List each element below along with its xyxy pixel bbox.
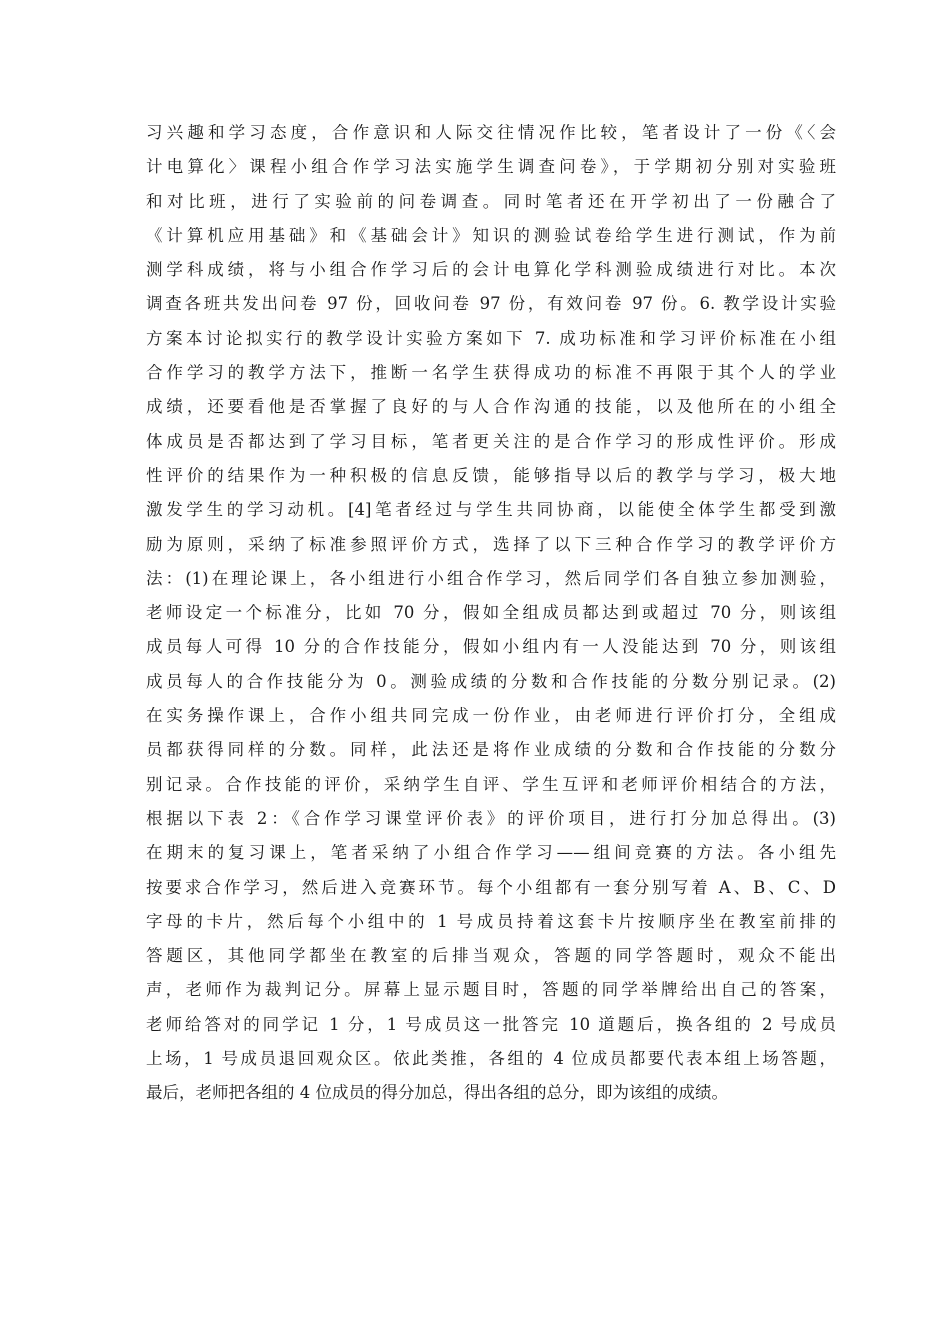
text-line: 成员每人可得 10 分的合作技能分，假如小组内有一人没能达到 70 分，则该组 bbox=[146, 637, 836, 657]
text-line: 成员每人的合作技能分为 0。测验成绩的分数和合作技能的分数分别记录。(2) bbox=[146, 671, 836, 691]
text-line: 老师设定一个标准分，比如 70 分，假如全组成员都达到或超过 70 分，则该组 bbox=[146, 603, 836, 623]
text-line: 计电算化〉课程小组合作学习法实施学生调查问卷》，于学期初分别对实验班 bbox=[146, 157, 836, 177]
text-line: 方案本讨论拟实行的教学设计实验方案如下 7. 成功标准和学习评价标准在小组 bbox=[146, 328, 836, 348]
text-line: 老师给答对的同学记 1 分，1 号成员这一批答完 10 道题后，换各组的 2 号成员 bbox=[146, 1014, 836, 1034]
text-line: 励为原则，采纳了标准参照评价方式，选择了以下三种合作学习的教学评价方 bbox=[146, 534, 836, 554]
text-line: 合作学习的教学方法下，推断一名学生获得成功的标准不再限于其个人的学业 bbox=[146, 363, 836, 383]
text-line: 性评价的结果作为一种积极的信息反馈，能够指导以后的教学与学习，极大地 bbox=[146, 465, 836, 485]
text-line: 习兴趣和学习态度，合作意识和人际交往情况作比较，笔者设计了一份《〈会 bbox=[146, 123, 836, 142]
text-line: 员都获得同样的分数。同样，此法还是将作业成绩的分数和合作技能的分数分 bbox=[146, 740, 836, 760]
text-line: 调查各班共发出问卷 97 份，回收问卷 97 份，有效问卷 97 份。6. 教学设计实验 bbox=[146, 294, 836, 314]
text-line: 声，老师作为裁判记分。屏幕上显示题目时，答题的同学举牌给出自己的答案， bbox=[146, 980, 836, 1000]
text-line: 字母的卡片，然后每个小组中的 1 号成员持着这套卡片按顺序坐在教室前排的 bbox=[146, 911, 836, 931]
text-line: 在期末的复习课上，笔者采纳了小组合作学习——组间竞赛的方法。各小组先 bbox=[146, 843, 836, 863]
text-line: 最后，老师把各组的 4 位成员的得分加总，得出各组的总分，即为该组的成绩。 bbox=[146, 1083, 728, 1103]
text-line: 法：(1)在理论课上，各小组进行小组合作学习，然后同学们各自独立参加测验， bbox=[146, 568, 836, 588]
body-paragraph bbox=[146, 116, 836, 1111]
text-line: 在实务操作课上，合作小组共同完成一份作业，由老师进行评价打分，全组成 bbox=[146, 706, 836, 726]
text-line: 别记录。合作技能的评价，采纳学生自评、学生互评和老师评价相结合的方法， bbox=[146, 774, 836, 794]
text-line: 测学科成绩，将与小组合作学习后的会计电算化学科测验成绩进行对比。本次 bbox=[146, 260, 836, 280]
text-line: 成绩，还要看他是否掌握了良好的与人合作沟通的技能，以及他所在的小组全 bbox=[146, 397, 836, 417]
text-line: 根据以下表 2：《合作学习课堂评价表》的评价项目，进行打分加总得出。(3) bbox=[146, 808, 836, 828]
text-line: 《计算机应用基础》和《基础会计》知识的测验试卷给学生进行测试，作为前 bbox=[146, 225, 836, 245]
text-line: 和对比班，进行了实验前的问卷调查。同时笔者还在开学初出了一份融合了 bbox=[146, 191, 836, 211]
text-line: 答题区，其他同学都坐在教室的后排当观众，答题的同学答题时，观众不能出 bbox=[146, 946, 836, 966]
text-line: 上场，1 号成员退回观众区。依此类推，各组的 4 位成员都要代表本组上场答题， bbox=[146, 1049, 836, 1069]
text-line: 激发学生的学习动机。[4]笔者经过与学生共同协商，以能使全体学生都受到激 bbox=[146, 500, 836, 520]
text-line: 体成员是否都达到了学习目标，笔者更关注的是合作学习的形成性评价。形成 bbox=[146, 431, 836, 451]
text-line: 按要求合作学习，然后进入竞赛环节。每个小组都有一套分别写着 A、B、C、D bbox=[146, 877, 836, 897]
